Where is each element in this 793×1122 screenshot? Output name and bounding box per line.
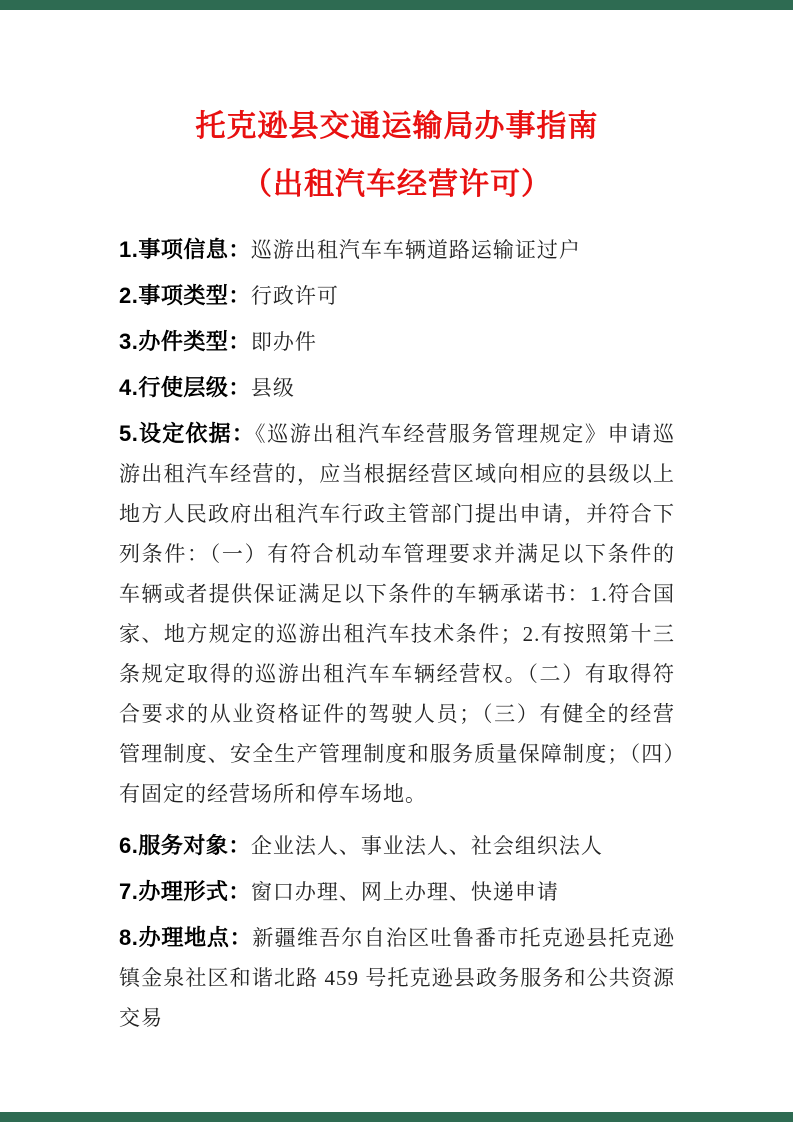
item-label: 5.设定依据：: [119, 421, 256, 446]
page-title: 托克逊县交通运输局办事指南: [195, 110, 599, 143]
item-value: 即办件: [250, 330, 317, 354]
item-value: 行政许可: [250, 284, 339, 308]
list-item-exercise-level: [119, 368, 675, 408]
item-value: 新疆维吾尔自治区吐鲁番市托克逊县托克逊镇金泉社区和谐北路 459 号托克逊县政务服务和公共资源交易: [119, 926, 675, 1030]
list-item-matter-type: [119, 276, 675, 316]
item-value: 巡游出租汽车车辆道路运输证过户: [250, 238, 581, 262]
top-border-bar: [0, 0, 793, 10]
list-item-handling-form: [119, 872, 675, 912]
item-value: 窗口办理、网上办理、快递申请: [250, 880, 559, 904]
list-item-handling-location: [119, 918, 675, 1038]
list-item-matter-info: [119, 230, 675, 270]
item-label: 2.事项类型：: [119, 283, 251, 308]
item-value: 县级: [250, 376, 295, 400]
item-value: 《巡游出租汽车经营服务管理规定》申请巡游出租汽车经营的，应当根据经营区域向相应的县级以上地方人民政府出租汽车行政主管部门提出申请，并符合下列条件：（一）有符合机动车管理要求并满足以下条件的车辆或者提供保证满足以下条件的车辆承诺书：1.符合国家、地方规定的巡游出租汽车技术条件；2.有按照第十三条规定取得的巡游出租汽车车辆经营权。（二）有取得符合要求的从业资格证件的驾驶人员；（三）有健全的经营管理制度、安全生产管理制度和服务质量保障制度；（四）有固定的经营场所和停车场地。: [119, 422, 675, 806]
item-label: 1.事项信息：: [119, 237, 251, 262]
item-label: 4.行使层级：: [119, 375, 251, 400]
item-label: 7.办理形式：: [119, 879, 251, 904]
list-item-processing-type: [119, 322, 675, 362]
item-label: 6.服务对象：: [119, 833, 251, 858]
item-label: 8.办理地点：: [119, 925, 253, 950]
page-subtitle: （出租汽车经营许可）: [242, 168, 552, 201]
list-item-service-target: [119, 826, 675, 866]
guide-item-list: [119, 230, 675, 1038]
list-item-legal-basis: [119, 414, 675, 814]
bottom-border-bar: [0, 1112, 793, 1122]
item-value: 企业法人、事业法人、社会组织法人: [250, 834, 603, 858]
item-label: 3.办件类型：: [119, 329, 251, 354]
